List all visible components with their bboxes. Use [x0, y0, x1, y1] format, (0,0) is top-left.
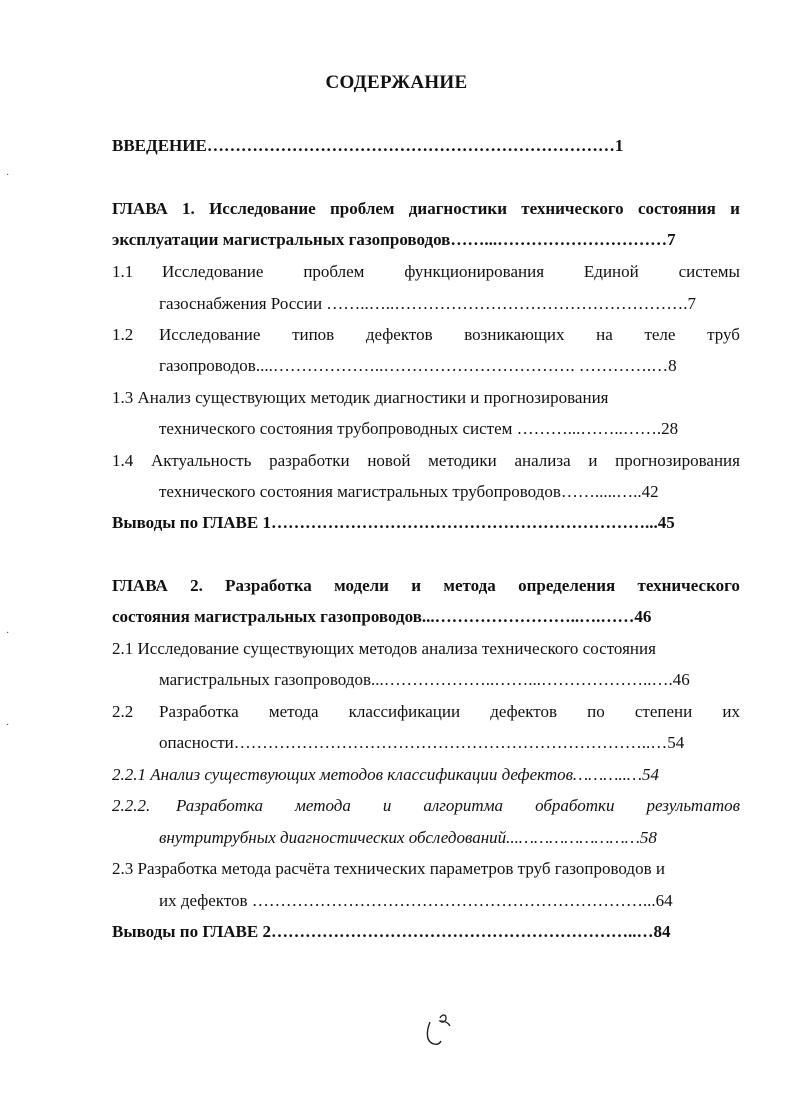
- chapter-2-heading-line-1: [112, 576, 740, 596]
- toc-section-1-4-continued: технического состояния магистральных трубопроводов…….....…..42: [159, 482, 659, 501]
- toc-section-2-2-2-continued: внутритрубных диагностических обследований...……………………58: [159, 828, 657, 847]
- word: 2.: [190, 576, 203, 595]
- word: метода: [295, 796, 351, 815]
- toc-section-2-3-continued: их дефектов ……………………………………………………………...64: [159, 891, 673, 910]
- word: степени: [634, 702, 693, 721]
- word: метода: [268, 702, 319, 721]
- word: проблем: [303, 262, 365, 281]
- word: обработки: [535, 796, 615, 815]
- page-title: СОДЕРЖАНИЕ: [325, 72, 468, 93]
- toc-section-1-3-continued: технического состояния трубопроводных систем ………...……..…….28: [159, 419, 679, 438]
- word: прогнозирования: [615, 451, 740, 470]
- scan-speck: ·: [6, 170, 10, 181]
- word: дефектов: [490, 702, 557, 721]
- section-number: 2.2: [112, 702, 134, 721]
- word: системы: [678, 262, 740, 281]
- word: диагностики: [408, 199, 507, 218]
- section-number: 2.2.2.: [112, 796, 151, 815]
- word: классификации: [348, 702, 461, 721]
- toc-chapter-2-conclusions: Выводы по ГЛАВЕ 2………………………………………………………..…84: [112, 922, 671, 941]
- word: типов: [292, 325, 335, 344]
- word: Исследование: [209, 199, 316, 218]
- toc-section-1-4: [112, 451, 740, 471]
- chapter-1-heading-line-1: [112, 199, 740, 219]
- word: модели: [334, 576, 389, 595]
- toc-section-2-3: 2.3 Разработка метода расчёта технических параметров труб газопроводов и: [112, 859, 665, 878]
- toc-section-1-2-continued: газопроводов....………………..……………………………. ………….…8: [159, 356, 677, 375]
- section-number: 1.2: [112, 325, 134, 344]
- word: метода: [443, 576, 496, 595]
- word: труб: [707, 325, 740, 344]
- word: ГЛАВА: [112, 199, 168, 218]
- word: и: [382, 796, 392, 815]
- word: Разработка: [176, 796, 264, 815]
- handwritten-page-mark: [420, 1010, 456, 1050]
- word: на: [596, 325, 613, 344]
- scan-speck: ·: [6, 720, 10, 731]
- word: разработки: [269, 451, 350, 470]
- word: 1.: [182, 199, 195, 218]
- word: их: [722, 702, 740, 721]
- word: Разработка: [225, 576, 312, 595]
- word: состояния: [637, 199, 716, 218]
- chapter-2-heading-line-2: состояния магистральных газопроводов...……………………..….……46: [112, 607, 652, 626]
- word: возникающих: [464, 325, 565, 344]
- scan-speck: ·: [6, 628, 10, 639]
- toc-section-1-1-continued: газоснабжения России ……..…..…………………………………………….7: [159, 294, 697, 313]
- word: ГЛАВА: [112, 576, 168, 595]
- toc-introduction: ВВЕДЕНИЕ………………………………………………………………1: [112, 136, 624, 155]
- word: Единой: [583, 262, 639, 281]
- toc-section-2-2-continued: опасности………………………………………………………………..…54: [159, 733, 685, 752]
- toc-section-1-3: 1.3 Анализ существующих методик диагностики и прогнозирования: [112, 388, 609, 407]
- toc-section-2-1-continued: магистральных газопроводов...………………..……...………………..….46: [159, 670, 690, 689]
- word: Исследование: [162, 262, 264, 281]
- toc-section-2-1: 2.1 Исследование существующих методов анализа технического состояния: [112, 639, 656, 658]
- word: Исследование: [159, 325, 261, 344]
- word: новой: [367, 451, 411, 470]
- word: 1.4: [112, 451, 134, 470]
- toc-chapter-1-conclusions: Выводы по ГЛАВЕ 1…………………………………………………………...45: [112, 513, 675, 532]
- word: и: [411, 576, 422, 595]
- word: методики: [428, 451, 497, 470]
- word: по: [587, 702, 605, 721]
- word: определения: [518, 576, 616, 595]
- word: и: [588, 451, 598, 470]
- word: Актуальность: [150, 451, 252, 470]
- word: анализа: [514, 451, 571, 470]
- word: теле: [644, 325, 676, 344]
- word: и: [730, 199, 740, 218]
- chapter-1-heading-line-2: эксплуатации магистральных газопроводов……...…………………………7: [112, 230, 676, 249]
- word: дефектов: [365, 325, 433, 344]
- word: проблем: [330, 199, 395, 218]
- section-number: 1.1: [112, 262, 134, 281]
- word: алгоритма: [423, 796, 504, 815]
- word: Разработка: [159, 702, 239, 721]
- toc-section-2-2-1: 2.2.1 Анализ существующих методов классификации дефектов………..…54: [112, 765, 659, 784]
- word: технического: [521, 199, 624, 218]
- word: функционирования: [404, 262, 545, 281]
- word: результатов: [646, 796, 740, 815]
- word: технического: [637, 576, 740, 595]
